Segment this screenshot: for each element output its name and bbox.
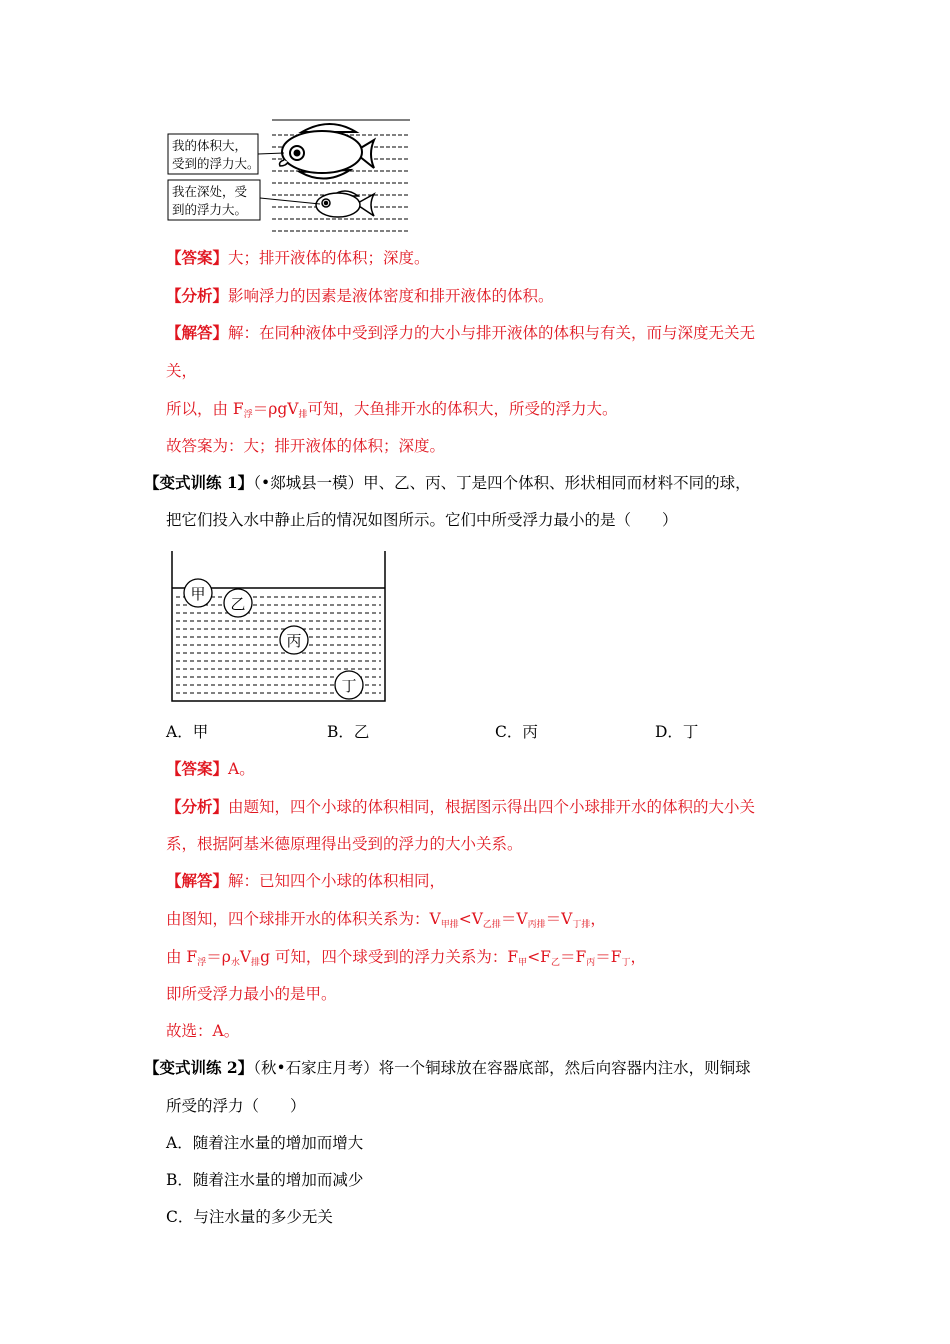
ex2-stem-line2: 所受的浮力（ ） <box>166 1097 306 1115</box>
ex2-tag: 【变式训练 2】 <box>144 1058 254 1077</box>
ball-bing-label: 丙 <box>286 632 302 650</box>
analysis-tag: 【分析】 <box>166 286 229 305</box>
q0-solution-line1: 【解答】解：在同种液体中受到浮力的大小与排开液体的体积与有关，而与深度无关无 <box>166 323 756 342</box>
ex1-analysis-line2: 系，根据阿基米德原理得出受到的浮力的大小关系。 <box>166 835 523 853</box>
q0-analysis: 【分析】影响浮力的因素是液体密度和排开液体的体积。 <box>166 286 554 305</box>
q0-solution-line3: 所以，由 $F_浮=\rho gV_排$可知，大鱼排开水的体积大，所受的浮力大。 <box>166 400 618 420</box>
ball-ding-label: 丁 <box>341 677 357 695</box>
ex1-answer: 【答案】A。 <box>166 759 255 778</box>
q0-answer: 【答案】大；排开液体的体积；深度。 <box>166 248 430 267</box>
container-figure <box>166 545 396 710</box>
bubble-small-line1: 我在深处，受 <box>172 184 248 199</box>
ex1-option-c: C．丙 <box>495 723 538 741</box>
ex1-solution-line1: 【解答】解：已知四个小球的体积相同， <box>166 871 446 890</box>
ex2-option-c: C．与注水量的多少无关 <box>166 1208 333 1226</box>
bubble-small-line2: 到的浮力大。 <box>172 202 248 217</box>
ex2-option-a: A．随着注水量的增加而增大 <box>166 1134 364 1152</box>
ex1-final: 故选：A。 <box>166 1022 240 1040</box>
bubble-big-line1: 我的体积大， <box>172 138 248 153</box>
ex2-stem-line1: 【变式训练 2】（秋•石家庄月考）将一个铜球放在容器底部，然后向容器内注水，则铜球 <box>144 1058 751 1077</box>
ball-yi-label: 乙 <box>230 595 246 613</box>
ex1-analysis-line1: 【分析】由题知，四个小球的体积相同，根据图示得出四个小球排开水的体积的大小关 <box>166 797 756 816</box>
ex1-solution-line2: 由图知，四个球排开水的体积关系为：$V_{甲排}<V_{乙排}=V_{丙排}=V_{丁排}$， <box>166 910 606 930</box>
ex1-option-d: D．丁 <box>655 723 699 741</box>
ex1-stem-line2: 把它们投入水中静止后的情况如图所示。它们中所受浮力最小的是（ ） <box>166 511 678 529</box>
fish-figure <box>160 110 420 240</box>
ex1-option-a: A．甲 <box>166 723 209 741</box>
ex1-option-b: B．乙 <box>327 723 370 741</box>
bubble-big-line2: 受到的浮力大。 <box>172 156 260 171</box>
ex1-solution-line4: 即所受浮力最小的是甲。 <box>166 985 337 1003</box>
ex1-stem-line1: 【变式训练 1】（•郯城县一模）甲、乙、丙、丁是四个体积、形状相同而材料不同的球， <box>144 473 751 492</box>
ex1-tag: 【变式训练 1】 <box>144 473 254 492</box>
ex2-option-b: B．随着注水量的增加而减少 <box>166 1171 364 1189</box>
q0-final: 故答案为：大；排开液体的体积；深度。 <box>166 437 446 455</box>
big-fish-icon <box>280 124 375 179</box>
q0-solution-line2: 关， <box>166 362 198 380</box>
ball-jia-label: 甲 <box>190 585 206 603</box>
solution-tag: 【解答】 <box>166 323 229 342</box>
answer-tag: 【答案】 <box>166 248 229 267</box>
ex1-solution-line3: 由 $F_浮=\rho_水V_排g$ 可知，四个球受到的浮力关系为：$F_甲<F_乙=F_丙=F_丁$， <box>166 948 647 968</box>
